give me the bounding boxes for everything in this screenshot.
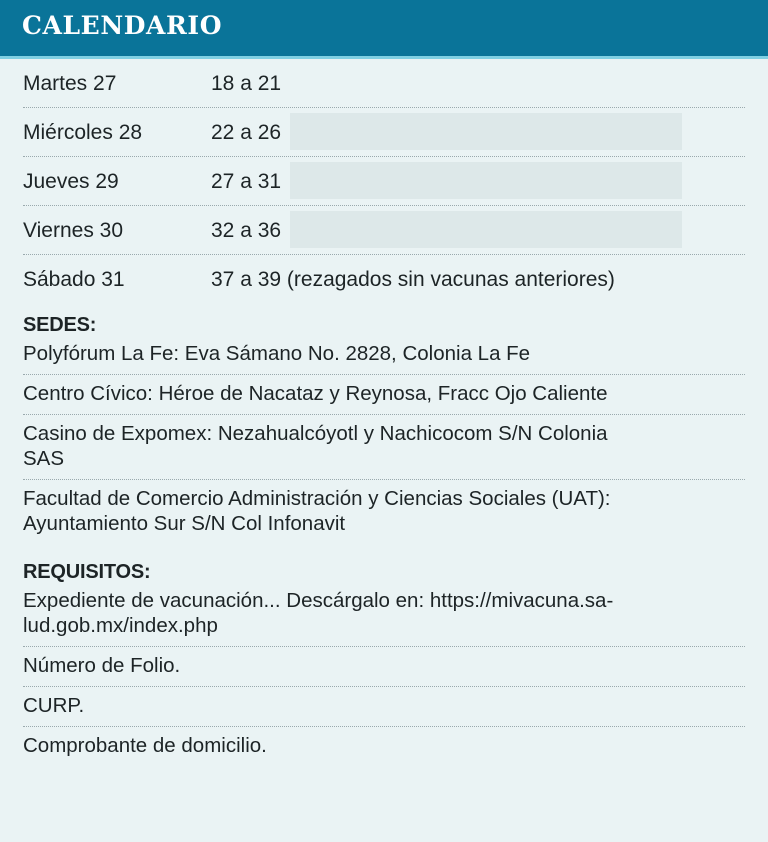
page-title: CALENDARIO	[22, 11, 223, 40]
table-row	[0, 59, 768, 107]
calendar-day-label: Jueves 29	[23, 169, 119, 193]
sede-line-2: SAS	[23, 447, 65, 470]
sede-line-2: Ayuntamiento Sur S/N Col Infonavit	[23, 512, 346, 535]
sedes-heading: SEDES:	[23, 314, 97, 336]
list-item	[0, 585, 768, 646]
redaction-block	[290, 162, 682, 199]
list-item	[0, 480, 768, 544]
redaction-block	[290, 113, 682, 150]
requisito-line-1: Comprobante de domicilio.	[23, 734, 267, 757]
requisito-line-1: Expediente de vacunación... Descárgalo en: https://mivacuna.sa-	[23, 589, 614, 612]
calendar-table	[0, 59, 768, 303]
sede-line-1: Centro Cívico: Héroe de Nacataz y Reynosa, Fracc Ojo Caliente	[23, 382, 608, 405]
requisitos-heading: REQUISITOS:	[23, 561, 151, 583]
table-row	[0, 255, 768, 303]
list-item	[0, 727, 768, 766]
table-row	[0, 157, 768, 205]
calendar-age-range: 22 a 26	[211, 120, 282, 144]
requisito-line-2: lud.gob.mx/index.php	[23, 614, 218, 637]
table-row	[0, 206, 768, 254]
sede-line-1: Casino de Expomex: Nezahualcóyotl y Nachicocom S/N Colonia	[23, 422, 608, 445]
calendar-age-range: 27 a 31	[211, 169, 282, 193]
calendar-age-range: 32 a 36	[211, 218, 282, 242]
list-item	[0, 415, 768, 479]
calendar-day-label: Miércoles 28	[23, 120, 143, 144]
sede-line-1: Polyfórum La Fe: Eva Sámano No. 2828, Colonia La Fe	[23, 342, 531, 365]
calendar-day-label: Viernes 30	[23, 218, 124, 242]
calendar-age-range: 18 a 21	[211, 71, 282, 95]
list-item	[0, 375, 768, 414]
list-item	[0, 338, 768, 374]
requisito-line-1: CURP.	[23, 694, 85, 717]
list-item	[0, 687, 768, 726]
calendar-day-label: Martes 27	[23, 71, 117, 95]
requisito-line-1: Número de Folio.	[23, 654, 181, 677]
content-area	[0, 59, 768, 766]
redaction-block	[290, 211, 682, 248]
table-row	[0, 108, 768, 156]
calendar-age-range: 37 a 39 (rezagados sin vacunas anteriores)	[211, 267, 615, 291]
sede-line-1: Facultad de Comercio Administración y Ciencias Sociales (UAT):	[23, 487, 611, 510]
calendar-day-label: Sábado 31	[23, 267, 125, 291]
list-item	[0, 647, 768, 686]
